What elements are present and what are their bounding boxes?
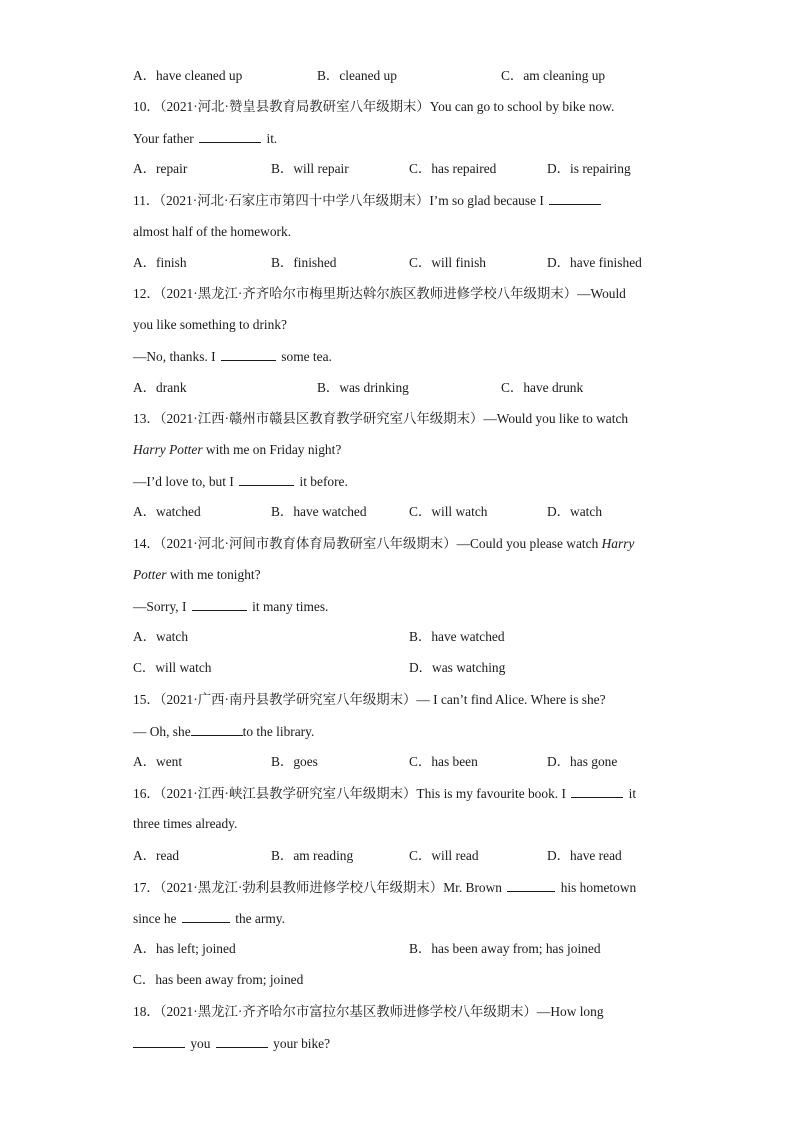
q13-option-c: C．will watch <box>409 504 488 519</box>
q15-option-a: A．went <box>133 754 183 769</box>
q11-stem-line1 <box>133 191 603 210</box>
q18-stem-text: your bike? <box>273 1036 331 1051</box>
q18-stem-line2 <box>133 1034 330 1053</box>
answer-blank <box>571 784 623 798</box>
q15-stem-line1: 15．（2021·广西·南丹县教学研究室八年级期末）— I can’t find Alice. Where is she? <box>133 692 606 707</box>
q14-book-title: Harry <box>601 536 635 551</box>
q10-stem-line1: 10．（2021·河北·赞皇县教育局教研室八年级期末）You can go to school by bike now. <box>133 99 615 114</box>
q13-option-a: A．watched <box>133 504 201 519</box>
q12-stem-line3 <box>133 347 332 366</box>
q17-stem-text: 17．（2021·黑龙江·勃利县教师进修学校八年级期末）Mr. Brown <box>133 880 502 895</box>
q11-option-a: A．finish <box>133 255 187 270</box>
q15-stem-line2 <box>133 722 314 741</box>
q13-option-b: B．have watched <box>271 504 367 519</box>
q13-stem-text: —I’d love to, but I <box>133 474 234 489</box>
q15-option-b: B．goes <box>271 754 318 769</box>
q18-stem-text: you <box>190 1036 211 1051</box>
q13-book-title: Harry Potter <box>133 442 203 457</box>
answer-blank <box>507 878 555 892</box>
q14-option-b: B．have watched <box>409 629 505 644</box>
q14-option-a: A．watch <box>133 629 189 644</box>
q15-stem-text: — Oh, she <box>133 724 191 739</box>
q11-stem-line2: almost half of the homework. <box>133 224 292 239</box>
q10-stem-text: it. <box>266 131 278 146</box>
q9-option-b: B．cleaned up <box>317 68 397 83</box>
q17-option-b: B．has been away from; has joined <box>409 941 601 956</box>
q13-stem-text: with me on Friday night? <box>202 442 342 457</box>
q17-stem-line1 <box>133 878 636 897</box>
answer-blank <box>221 347 276 361</box>
q14-stem-line2 <box>133 566 261 584</box>
q14-option-d: D．was watching <box>409 660 506 675</box>
answer-blank <box>239 472 294 486</box>
q13-stem-line2 <box>133 441 341 459</box>
q11-option-c: C．will finish <box>409 255 487 270</box>
q15-stem-text: to the library. <box>242 724 315 739</box>
answer-blank <box>133 1034 185 1048</box>
q14-book-title: Potter <box>133 567 167 582</box>
q13-option-d: D．watch <box>547 504 603 519</box>
q10-option-b: B．will repair <box>271 161 349 176</box>
q10-option-c: C．has repaired <box>409 161 497 176</box>
q16-option-d: D．have read <box>547 848 622 863</box>
q14-stem-text: 14．（2021·河北·河间市教育体育局教研室八年级期末）—Could you please watch <box>133 536 602 551</box>
q9-option-c: C．am cleaning up <box>501 68 606 83</box>
q15-option-c: C．has been <box>409 754 478 769</box>
q12-option-a: A．drank <box>133 380 187 395</box>
q15-option-d: D．has gone <box>547 754 618 769</box>
q17-stem-text: since he <box>133 911 177 926</box>
q10-stem-text: Your father <box>133 131 194 146</box>
q11-option-d: D．have finished <box>547 255 642 270</box>
q13-stem-line1: 13．（2021·江西·赣州市赣县区教育教学研究室八年级期末）—Would you like to watch <box>133 411 629 426</box>
q17-option-c: C．has been away from; joined <box>133 972 304 987</box>
q16-stem-text: it <box>628 786 637 801</box>
q16-stem-line2: three times already. <box>133 816 238 831</box>
q16-option-a: A．read <box>133 848 180 863</box>
q11-option-b: B．finished <box>271 255 337 270</box>
q11-stem-text: 11．（2021·河北·石家庄市第四十中学八年级期末）I’m so glad because I <box>133 193 544 208</box>
q17-stem-line2 <box>133 909 285 928</box>
q13-stem-line3 <box>133 472 348 491</box>
q14-stem-text: it many times. <box>252 599 329 614</box>
q12-option-b: B．was drinking <box>317 380 409 395</box>
q12-stem-line1: 12．（2021·黑龙江·齐齐哈尔市梅里斯达斡尔族区教师进修学校八年级期末）—Would <box>133 286 626 301</box>
q9-option-a: A．have cleaned up <box>133 68 243 83</box>
q18-stem-line1: 18．（2021·黑龙江·齐齐哈尔市富拉尔基区教师进修学校八年级期末）—How long <box>133 1004 604 1019</box>
answer-blank <box>549 191 601 205</box>
q12-stem-line2: you like something to drink? <box>133 317 287 332</box>
q17-option-a: A．has left; joined <box>133 941 236 956</box>
q16-option-b: B．am reading <box>271 848 354 863</box>
q14-stem-text: with me tonight? <box>166 567 261 582</box>
q16-stem-line1 <box>133 784 636 803</box>
answer-blank <box>191 722 243 736</box>
q10-option-d: D．is repairing <box>547 161 631 176</box>
q14-option-c: C．will watch <box>133 660 212 675</box>
q12-stem-text: some tea. <box>281 349 332 364</box>
q17-stem-text: the army. <box>235 911 285 926</box>
q10-stem-line2 <box>133 129 277 148</box>
q14-stem-line1 <box>133 535 634 553</box>
q16-stem-text: 16．（2021·江西·峡江县教学研究室八年级期末）This is my favourite book. I <box>133 786 566 801</box>
q10-option-a: A．repair <box>133 161 188 176</box>
answer-blank <box>216 1034 268 1048</box>
q14-stem-line3 <box>133 597 328 616</box>
q17-stem-text: his hometown <box>560 880 637 895</box>
q13-stem-text: it before. <box>299 474 348 489</box>
answer-blank <box>192 597 247 611</box>
q12-stem-text: —No, thanks. I <box>133 349 216 364</box>
q16-option-c: C．will read <box>409 848 479 863</box>
answer-blank <box>199 129 261 143</box>
q14-stem-text: —Sorry, I <box>133 599 187 614</box>
answer-blank <box>182 909 230 923</box>
q12-option-c: C．have drunk <box>501 380 584 395</box>
